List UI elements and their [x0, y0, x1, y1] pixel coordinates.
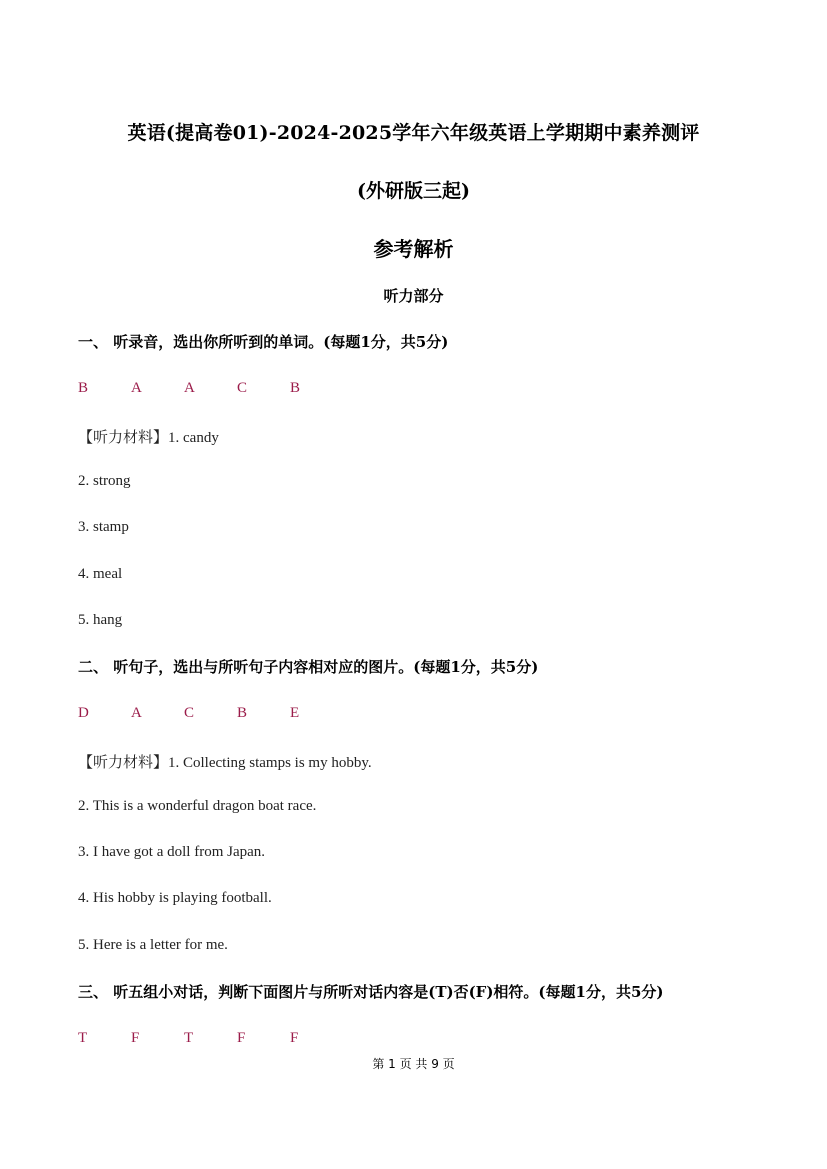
- listening-material-line: 2. This is a wonderful dragon boat race.: [78, 798, 317, 814]
- listening-material-line: 4. His hobby is playing football.: [78, 890, 272, 906]
- listening-material-line: 5. hang: [78, 612, 123, 628]
- answer-item: C: [184, 705, 195, 721]
- answer-item: T: [78, 1030, 88, 1046]
- answer-row: [78, 380, 343, 397]
- listening-material-line: 2. strong: [78, 473, 131, 489]
- answer-item: F: [131, 1030, 140, 1046]
- analysis-heading: 参考解析: [373, 237, 454, 261]
- part-label: 听力部分: [383, 287, 444, 305]
- section-heading: 三、 听五组小对话，判断下面图片与所听对话内容是(T)否(F)相符。(每题1分，共5分): [78, 983, 664, 1001]
- answer-item: C: [237, 380, 248, 396]
- answer-item: A: [184, 380, 195, 396]
- listening-material-line: 【听力材料】1. Collecting stamps is my hobby.: [78, 755, 372, 771]
- answer-row: [78, 1030, 343, 1047]
- listening-material-line: 3. I have got a doll from Japan.: [78, 844, 266, 860]
- answer-item: F: [290, 1030, 299, 1046]
- document-subtitle: (外研版三起): [357, 180, 470, 202]
- answer-row: [78, 705, 343, 722]
- listening-material-line: 3. stamp: [78, 519, 129, 535]
- answer-item: F: [237, 1030, 246, 1046]
- page-number: 第 1 页 共 9 页: [372, 1057, 455, 1071]
- answer-item: B: [290, 380, 301, 396]
- answer-item: E: [290, 705, 300, 721]
- answer-item: A: [131, 380, 142, 396]
- section-heading: 一、 听录音，选出你所听到的单词。(每题1分，共5分): [78, 333, 449, 351]
- listening-material-line: 5. Here is a letter for me.: [78, 937, 228, 953]
- answer-item: B: [237, 705, 248, 721]
- section-heading: 二、 听句子，选出与所听句子内容相对应的图片。(每题1分，共5分): [78, 658, 539, 676]
- answer-item: D: [78, 705, 89, 721]
- listening-material-line: 【听力材料】1. candy: [78, 430, 219, 446]
- answer-item: A: [131, 705, 142, 721]
- listening-material-line: 4. meal: [78, 566, 123, 582]
- answer-item: B: [78, 380, 89, 396]
- answer-item: T: [184, 1030, 194, 1046]
- document-title: 英语(提高卷01)-2024-2025学年六年级英语上学期期中素养测评: [127, 122, 700, 144]
